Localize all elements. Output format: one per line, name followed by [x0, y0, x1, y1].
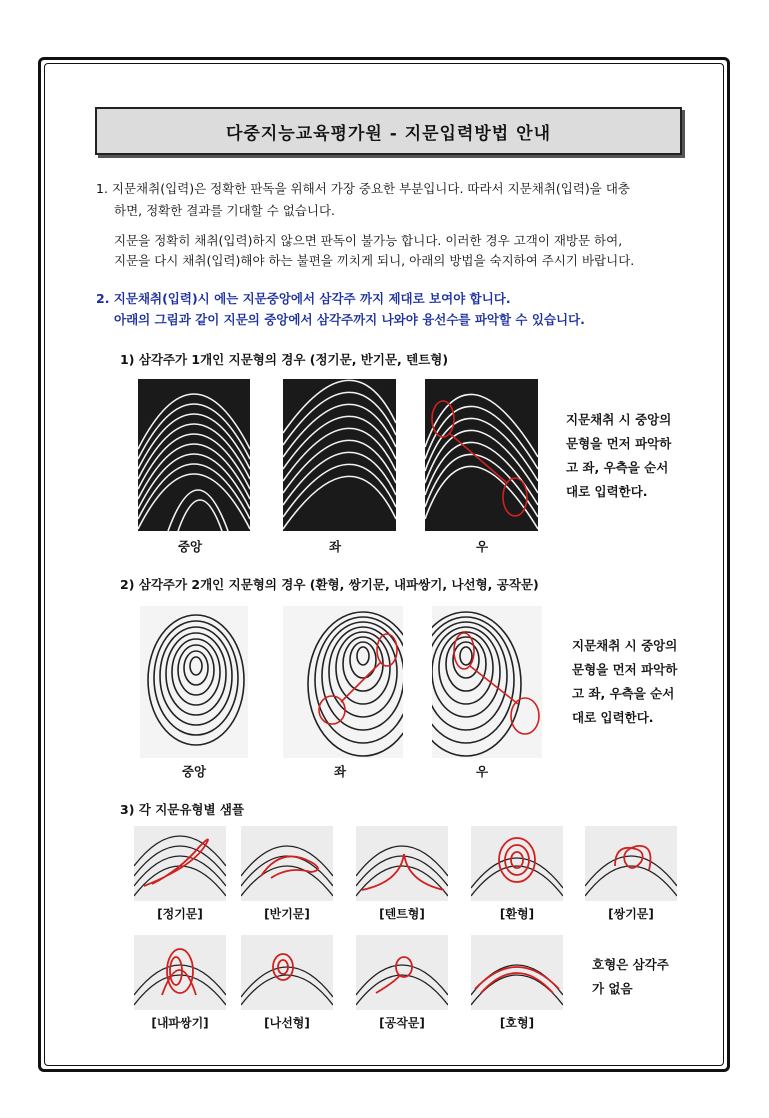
sample-central-pocket-image — [134, 935, 226, 1010]
section2-line2: 아래의 그림과 같이 지문의 중앙에서 삼각주까지 나와야 융선수를 파악할 수 있습니다. — [114, 312, 585, 327]
sample-spiral-whorl-image — [241, 935, 333, 1010]
fingerprint-left-image — [283, 379, 396, 531]
section1-line1: 1. 지문채취(입력)은 정확한 판독을 위해서 가장 중요한 부분입니다. 따라서 지문채취(입력)을 대충 — [96, 181, 630, 196]
group3-note: 호형은 삼각주 가 없음 — [592, 957, 669, 996]
group2-caption-right: 우 — [475, 764, 489, 779]
sample-caption-7: [나선형] — [264, 1016, 310, 1030]
section1-line4: 지문을 다시 채취(입력)해야 하는 불편을 끼치게 되니, 아래의 방법을 숙지하여 주시기 바랍니다. — [114, 253, 635, 268]
group2-note: 지문채취 시 중앙의 문형을 먼저 파악하 고 좌, 우측을 순서 대로 입력한다. — [572, 638, 678, 725]
sample-double-loop-image — [585, 826, 677, 901]
fingerprint-right-image — [425, 379, 538, 531]
group3-heading: 3) 각 지문유형별 샘플 — [120, 802, 245, 817]
fingerprint2-center-image — [140, 606, 248, 758]
fingerprint2-left-image — [283, 606, 403, 758]
sample-peacock-eye-image — [356, 935, 448, 1010]
group1-caption-right: 우 — [475, 539, 489, 554]
section2-line1: 2. 지문채취(입력)시 에는 지문중앙에서 삼각주 까지 제대로 보여야 합니다. — [96, 291, 511, 306]
sample-caption-4: [환형] — [499, 907, 535, 921]
section1-line2: 하면, 정확한 결과를 기대할 수 없습니다. — [114, 203, 336, 218]
sample-plain-arch-image — [471, 935, 563, 1010]
page-title: 다중지능교육평가원 - 지문입력방법 안내 — [95, 107, 682, 155]
fingerprint2-right-image — [432, 606, 542, 758]
sample-tented-arch-image — [356, 826, 448, 901]
sample-caption-9: [호형] — [499, 1016, 535, 1030]
sample-caption-3: [텐트형] — [379, 907, 425, 921]
group1-caption-center: 중앙 — [177, 539, 203, 554]
group1-note: 지문채취 시 중앙의 문형을 먼저 파악하 고 좌, 우측을 순서 대로 입력한다. — [566, 412, 672, 499]
sample-caption-5: [쌍기문] — [608, 907, 654, 921]
sample-caption-2: [반기문] — [264, 907, 310, 921]
sample-caption-6: [내파쌍기] — [151, 1016, 209, 1030]
sample-caption-1: [정기문] — [157, 907, 203, 921]
section1-line3: 지문을 정확히 채취(입력)하지 않으면 판독이 불가능 합니다. 이러한 경우 고객이 재방문 하여, — [114, 233, 623, 248]
sample-whorl-image — [471, 826, 563, 901]
group2-heading: 2) 삼각주가 2개인 지문형의 경우 (환형, 쌍기문, 내파쌍기, 나선형, 공작문) — [120, 577, 539, 592]
sample-ulnar-loop-image — [241, 826, 333, 901]
sample-caption-8: [공작문] — [379, 1016, 425, 1030]
group2-caption-left: 좌 — [333, 764, 347, 779]
group1-caption-left: 좌 — [328, 539, 342, 554]
fingerprint-center-image — [138, 379, 250, 531]
sample-plain-arch-tented-image — [134, 826, 226, 901]
group1-heading: 1) 삼각주가 1개인 지문형의 경우 (정기문, 반기문, 텐트형) — [120, 352, 449, 367]
group2-caption-center: 중앙 — [181, 764, 207, 779]
